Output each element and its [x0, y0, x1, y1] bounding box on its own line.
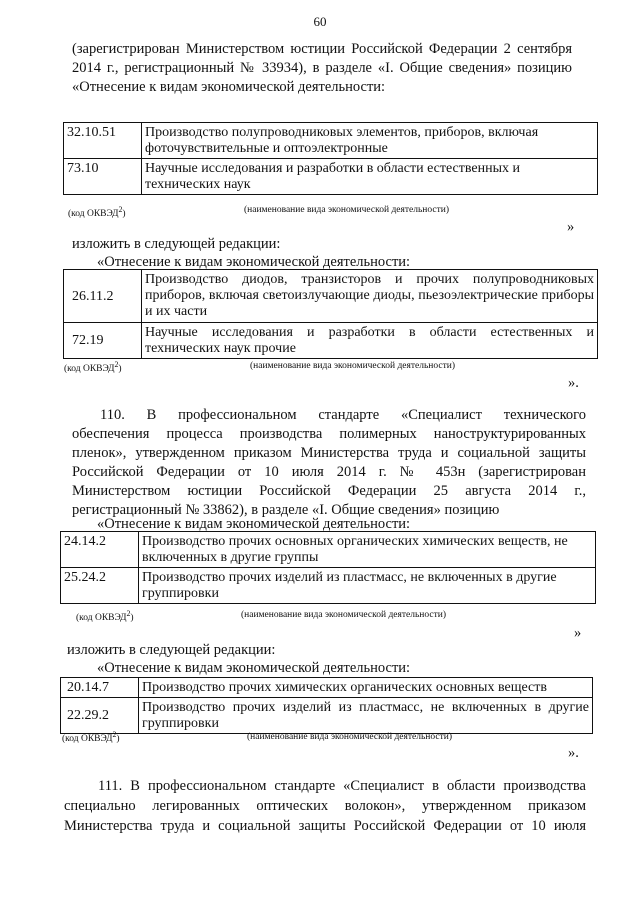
okved-heading: «Отнесение к видам экономической деятельности: [97, 660, 411, 676]
closing-quote: » [574, 625, 582, 641]
okved-code: 72.19 [64, 323, 142, 359]
section-110-line-3: пленок», утвержденном приказом Министерства труда и социальной защиты [72, 445, 586, 461]
intro-line-2: 2014 г., регистрационный № 33934), в разделе «I. Общие сведения» позицию [72, 60, 572, 76]
table-row [64, 159, 598, 195]
okved-code: 20.14.7 [61, 678, 139, 698]
section-110-line-6: регистрационный № 33862), в разделе «I. Общие сведения» позицию [72, 502, 500, 518]
activity-name: Производство прочих изделий из пластмасс, не включенных в другие группировки [139, 698, 593, 734]
section-111-line-1: 111. В профессиональном стандарте «Специалист в области производства [98, 778, 586, 794]
section-110-line-5: Министерством юстиции Российской Федерации 25 августа 2014 г., [72, 483, 586, 499]
okved-heading: «Отнесение к видам экономической деятельности: [97, 254, 411, 270]
caption-okved-code: (код ОКВЭД$^2$) [64, 360, 122, 375]
okved-table-old-2 [60, 531, 596, 604]
okved-code: 25.24.2 [61, 568, 139, 604]
page-number: 60 [313, 14, 327, 29]
activity-name: Производство прочих химических органических основных веществ [139, 678, 593, 698]
caption-okved-code: (код ОКВЭД$^2$) [62, 730, 120, 745]
activity-name: Научные исследования и разработки в области естественных и технических наук [142, 159, 598, 195]
section-110-line-4: Российской Федерации от 10 июля 2014 г. № 453н (зарегистрирован [72, 464, 586, 480]
activity-name: Производство полупроводниковых элементов, приборов, включая фоточувствительные и оптоэлектронные [142, 123, 598, 159]
restate-text: изложить в следующей редакции: [67, 642, 276, 658]
okved-code: 22.29.2 [61, 698, 139, 734]
activity-name: Производство диодов, транзисторов и прочих полупроводниковых приборов, включая светоизлучающие диоды, пьезоэлектрические приборы и их части [142, 270, 598, 323]
closing-quote: ». [568, 375, 579, 391]
intro-line-3: «Отнесение к видам экономической деятельности: [72, 79, 386, 95]
okved-heading: «Отнесение к видам экономической деятельности: [97, 516, 411, 532]
closing-quote: ». [568, 745, 579, 761]
intro-line-1: (зарегистрирован Министерством юстиции Российской Федерации 2 сентября [72, 41, 572, 57]
closing-quote: » [567, 219, 575, 235]
okved-code: 73.10 [64, 159, 142, 195]
section-111-line-2: специально легированных оптических волокон», утвержденном приказом [64, 798, 586, 814]
table-row [61, 678, 593, 698]
okved-code: 26.11.2 [64, 270, 142, 323]
activity-name: Производство прочих основных органических химических веществ, не включенных в другие группы [139, 532, 596, 568]
section-110-line-1: 110. В профессиональном стандарте «Специалист технического [100, 407, 586, 423]
table-row [64, 270, 598, 323]
table-row [64, 323, 598, 359]
caption-activity-name: (наименование вида экономической деятельности) [250, 361, 455, 371]
table-row [61, 532, 596, 568]
caption-activity-name: (наименование вида экономической деятельности) [247, 732, 452, 742]
caption-okved-code: (код ОКВЭД$^2$) [76, 609, 134, 624]
table-row [61, 698, 593, 734]
section-111-line-3: Министерства труда и социальной защиты Российской Федерации от 10 июля [64, 818, 586, 834]
caption-activity-name: (наименование вида экономической деятельности) [241, 610, 446, 620]
restate-text: изложить в следующей редакции: [72, 236, 281, 252]
table-row [64, 123, 598, 159]
caption-okved-code: (код ОКВЭД$^2$) [68, 205, 126, 220]
okved-code: 32.10.51 [64, 123, 142, 159]
caption-activity-name: (наименование вида экономической деятельности) [244, 205, 449, 215]
activity-name: Производство прочих изделий из пластмасс, не включенных в другие группировки [139, 568, 596, 604]
okved-table-old-1 [63, 122, 598, 195]
okved-code: 24.14.2 [61, 532, 139, 568]
okved-table-new-1 [63, 269, 598, 359]
table-row [61, 568, 596, 604]
okved-table-new-2 [60, 677, 593, 734]
activity-name: Научные исследования и разработки в области естественных и технических наук прочие [142, 323, 598, 359]
section-110-line-2: обеспечения процесса производства полимерных наноструктурированных [72, 426, 586, 442]
